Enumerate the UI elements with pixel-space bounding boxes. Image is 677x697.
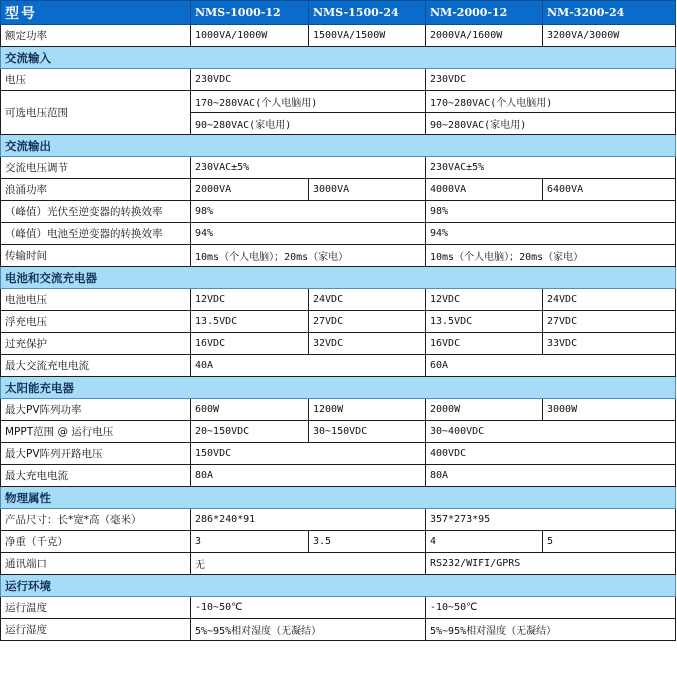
row-label: 传输时间 [1,245,191,267]
cell-value: 16VDC [191,333,309,355]
table-row [1,509,676,531]
table-row [1,465,676,487]
row-label: 通讯端口 [1,553,191,575]
cell-value: 230VDC [191,69,426,91]
cell-value: 170~280VAC(个人电脑用) [191,91,426,113]
cell-value: 80A [426,465,676,487]
section-title: 运行环境 [1,575,676,597]
section-title: 交流输出 [1,135,676,157]
cell-value: 2000VA [191,179,309,201]
cell-value: 30~150VDC [309,421,426,443]
cell-value: 2000W [426,399,543,421]
table-row [1,223,676,245]
cell-value: 4 [426,531,543,553]
cell-value: 3000W [543,399,676,421]
cell-value: 27VDC [309,311,426,333]
table-row [1,553,676,575]
section-row [1,47,676,69]
cell-value: 1000VA/1000W [191,25,309,47]
row-label: 浮充电压 [1,311,191,333]
row-label: 最大PV阵列功率 [1,399,191,421]
row-label: 运行湿度 [1,619,191,641]
cell-value: 27VDC [543,311,676,333]
table-row [1,531,676,553]
cell-value: 1500VA/1500W [309,25,426,47]
header-row [1,1,676,25]
row-label: 电池电压 [1,289,191,311]
cell-value: 32VDC [309,333,426,355]
cell-value: -10~50℃ [426,597,676,619]
cell-value: 10ms（个人电脑）；20ms（家电） [191,245,426,267]
cell-value: 80A [191,465,426,487]
cell-value: 230VAC±5% [426,157,676,179]
table-row [1,201,676,223]
table-row [1,289,676,311]
row-label: （峰值）光伏至逆变器的转换效率 [1,201,191,223]
row-label: MPPT范围 @ 运行电压 [1,421,191,443]
row-label: 产品尺寸：长*宽*高（毫米） [1,509,191,531]
cell-value: 3 [191,531,309,553]
row-label: 运行温度 [1,597,191,619]
table-row [1,619,676,641]
cell-value: 600W [191,399,309,421]
model-header: NM-2000-12 [426,1,543,25]
table-row [1,69,676,91]
table-row [1,311,676,333]
cell-value: 286*240*91 [191,509,426,531]
cell-value: 60A [426,355,676,377]
cell-value: 24VDC [309,289,426,311]
section-title: 电池和交流充电器 [1,267,676,289]
table-row [1,333,676,355]
cell-value: 无 [191,553,426,575]
cell-value: 3.5 [309,531,426,553]
row-label: 额定功率 [1,25,191,47]
cell-value: 10ms（个人电脑）；20ms（家电） [426,245,676,267]
cell-value: 30~400VDC [426,421,676,443]
cell-value: 12VDC [191,289,309,311]
row-label: 最大充电电流 [1,465,191,487]
model-header: NMS-1000-12 [191,1,309,25]
section-title: 物理属性 [1,487,676,509]
cell-value: 400VDC [426,443,676,465]
model-header: NMS-1500-24 [309,1,426,25]
cell-value: 13.5VDC [426,311,543,333]
section-row [1,575,676,597]
section-row [1,487,676,509]
cell-value: 230VAC±5% [191,157,426,179]
cell-value: 5%~95%相对湿度（无凝结） [191,619,426,641]
row-label: 可选电压范围 [1,91,191,135]
cell-value: 24VDC [543,289,676,311]
row-label: 最大PV阵列开路电压 [1,443,191,465]
table-row [1,179,676,201]
cell-value: 230VDC [426,69,676,91]
cell-value: 40A [191,355,426,377]
table-row [1,597,676,619]
table-row [1,245,676,267]
cell-value: 13.5VDC [191,311,309,333]
row-label: 过充保护 [1,333,191,355]
table-row [1,157,676,179]
cell-value: RS232/WIFI/GPRS [426,553,676,575]
cell-value: 3000VA [309,179,426,201]
row-label: 浪涌功率 [1,179,191,201]
cell-value: 1200W [309,399,426,421]
row-label: 交流电压调节 [1,157,191,179]
row-label: 最大交流充电电流 [1,355,191,377]
table-row [1,443,676,465]
table-row [1,355,676,377]
table-row [1,25,676,47]
row-label: 净重（千克） [1,531,191,553]
cell-value: 94% [191,223,426,245]
row-label: （峰值）电池至逆变器的转换效率 [1,223,191,245]
table-row [1,399,676,421]
cell-value: -10~50℃ [191,597,426,619]
table-row [1,421,676,443]
section-title: 太阳能充电器 [1,377,676,399]
cell-value: 98% [426,201,676,223]
table-row [1,91,676,113]
section-row [1,135,676,157]
cell-value: 2000VA/1600W [426,25,543,47]
cell-value: 98% [191,201,426,223]
cell-value: 20~150VDC [191,421,309,443]
section-row [1,377,676,399]
cell-value: 150VDC [191,443,426,465]
model-title: 型号 [1,1,191,25]
cell-value: 33VDC [543,333,676,355]
cell-value: 5 [543,531,676,553]
cell-value: 5%~95%相对湿度（无凝结） [426,619,676,641]
row-label: 电压 [1,69,191,91]
model-header: NM-3200-24 [543,1,676,25]
cell-value: 170~280VAC(个人电脑用) [426,91,676,113]
cell-value: 3200VA/3000W [543,25,676,47]
section-title: 交流输入 [1,47,676,69]
cell-value: 12VDC [426,289,543,311]
cell-value: 4000VA [426,179,543,201]
cell-value: 94% [426,223,676,245]
section-row [1,267,676,289]
cell-value: 90~280VAC(家电用) [426,113,676,135]
cell-value: 16VDC [426,333,543,355]
cell-value: 90~280VAC(家电用) [191,113,426,135]
cell-value: 357*273*95 [426,509,676,531]
cell-value: 6400VA [543,179,676,201]
